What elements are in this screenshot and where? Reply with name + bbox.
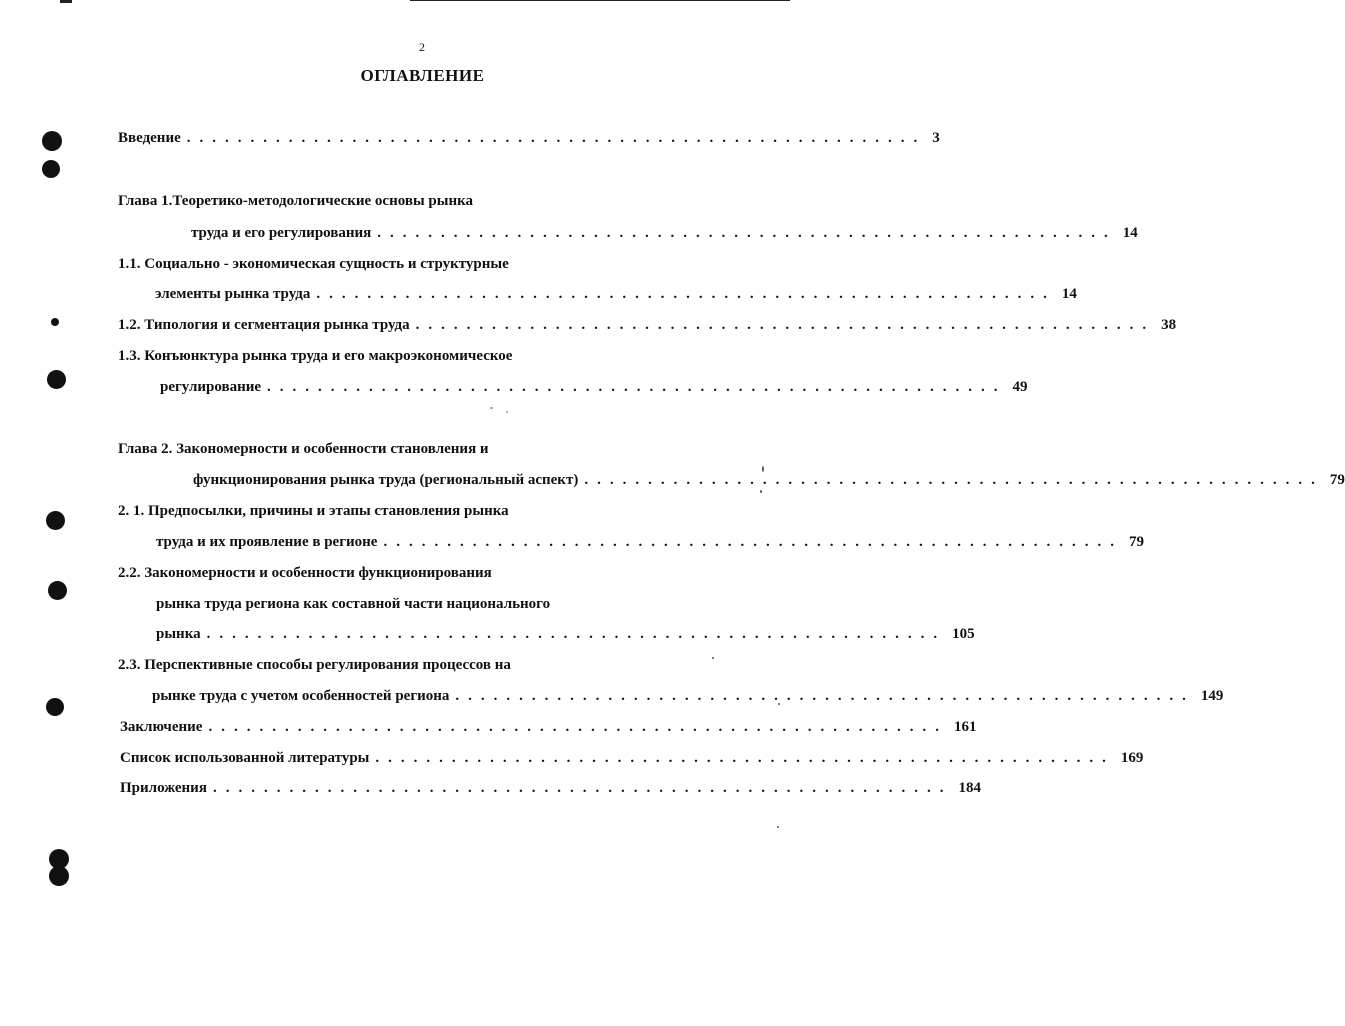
toc-entry-section-2-1 — [156, 534, 1144, 551]
toc-entry-section-2-3 — [152, 688, 1224, 705]
punch-hole — [42, 131, 62, 151]
leader-dots: .......................................................... — [212, 780, 953, 796]
toc-page-number: 38 — [1161, 317, 1177, 333]
leader-dots: .......................................................... — [415, 317, 1156, 333]
toc-entry-text: Введение — [118, 130, 181, 146]
leader-dots: .......................................................... — [208, 719, 948, 735]
toc-entry-conclusion — [120, 719, 977, 736]
toc-entry-text: Приложения — [120, 780, 207, 796]
toc-section-2-3-line1: 2.3. Перспективные способы регулирования процессов на — [118, 657, 511, 673]
toc-entry-section-1-2 — [118, 317, 1177, 334]
page-title: ОГЛАВЛЕНИЕ — [360, 66, 485, 85]
toc-page-number: 105 — [952, 626, 975, 642]
toc-entry-intro — [118, 130, 940, 147]
scan-speck — [760, 490, 762, 493]
scan-edge-line — [410, 0, 790, 1]
toc-section-2-1-line1: 2. 1. Предпосылки, причины и этапы становления рынка — [118, 503, 509, 519]
punch-hole — [48, 581, 67, 600]
scan-speck — [506, 411, 508, 413]
toc-page-number: 49 — [1012, 379, 1028, 395]
punch-hole — [46, 511, 65, 530]
toc-entry-chapter2 — [193, 472, 1345, 489]
toc-section-1-3-line1: 1.3. Конъюнктура рынка труда и его макроэкономическое — [118, 348, 513, 364]
toc-entry-text: рынка — [156, 626, 201, 642]
toc-page-number: 14 — [1061, 286, 1077, 302]
toc-entry-section-2-2 — [156, 626, 975, 643]
toc-entry-text: Заключение — [120, 719, 203, 735]
toc-entry-chapter1 — [191, 225, 1138, 242]
toc-entry-text: труда и их проявление в регионе — [156, 534, 378, 550]
toc-page-number: 79 — [1329, 472, 1345, 488]
leader-dots: .......................................................... — [377, 225, 1117, 241]
toc-page-number: 184 — [958, 780, 981, 796]
toc-chapter2-title-line1: Глава 2. Закономерности и особенности становления и — [118, 441, 489, 457]
toc-section-1-1-line1: 1.1. Социально - экономическая сущность и структурные — [118, 256, 509, 272]
leader-dots: .......................................................... — [383, 534, 1123, 550]
toc-entry-text: 1.2. Типология и сегментация рынка труда — [118, 317, 410, 333]
toc-chapter1-title-line1: Глава 1.Теоретико-методологические основы рынка — [118, 193, 474, 209]
punch-hole — [42, 160, 60, 178]
leader-dots: .......................................................... — [316, 286, 1056, 302]
toc-page-number: 79 — [1128, 534, 1144, 550]
toc-page-number: 161 — [953, 719, 977, 735]
toc-page-number: 14 — [1122, 225, 1138, 241]
scan-speck — [712, 657, 714, 659]
leader-dots: .......................................................... — [186, 130, 927, 146]
leader-dots: .......................................................... — [267, 379, 1007, 395]
toc-page-number: 169 — [1120, 750, 1144, 766]
toc-section-2-2-line1: 2.2. Закономерности и особенности функционирования — [118, 565, 492, 581]
toc-entry-text: Список использованной литературы — [120, 750, 370, 766]
scan-speck — [490, 407, 493, 409]
toc-entry-text: элементы рынка труда — [155, 286, 311, 302]
toc-entry-appendix — [120, 780, 981, 797]
leader-dots: .......................................................... — [584, 472, 1324, 488]
page-number: 2 — [419, 40, 425, 54]
punch-hole — [49, 866, 69, 886]
toc-entry-section-1-1 — [155, 286, 1077, 303]
toc-entry-text: труда и его регулирования — [191, 225, 372, 241]
punch-hole — [51, 318, 59, 326]
punch-hole — [47, 370, 66, 389]
leader-dots: .......................................................... — [455, 688, 1195, 704]
scan-mark — [60, 0, 72, 3]
toc-entry-references — [120, 750, 1144, 767]
punch-hole — [46, 698, 64, 716]
toc-page-number: 149 — [1200, 688, 1224, 704]
leader-dots: .......................................................... — [206, 626, 947, 642]
toc-section-2-2-line2: рынка труда региона как составной части национального — [156, 596, 551, 612]
scan-speck — [777, 826, 779, 828]
leader-dots: .......................................................... — [375, 750, 1115, 766]
toc-entry-section-1-3 — [160, 379, 1028, 396]
toc-entry-text: регулирование — [160, 379, 262, 395]
toc-entry-text: функционирования рынка труда (региональный аспект) — [193, 472, 579, 488]
toc-page-number: 3 — [932, 130, 940, 146]
toc-entry-text: рынке труда с учетом особенностей региона — [152, 688, 450, 704]
